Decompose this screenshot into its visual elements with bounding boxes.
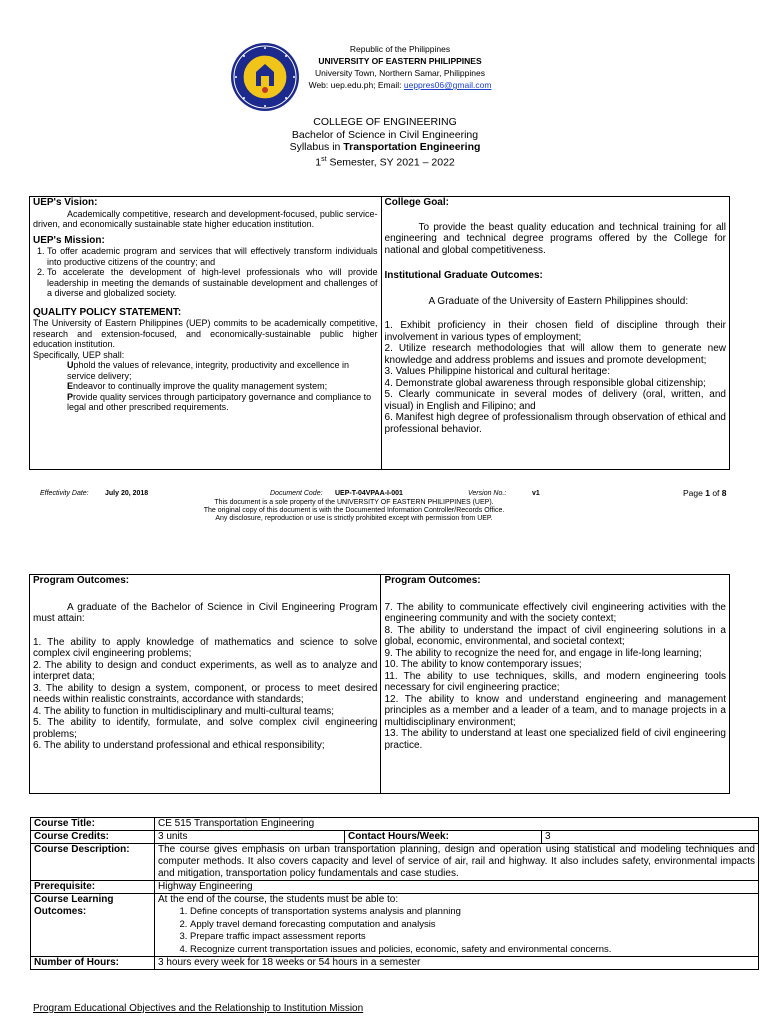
quality-title: QUALITY POLICY STATEMENT:	[33, 306, 182, 318]
igo-list	[385, 320, 726, 435]
list-item: 1. To offer academic program and services that will effectively transform individuals into productive citizens of the country; and	[47, 246, 378, 267]
list-item: 2. Apply travel demand forecasting computation and analysis	[190, 919, 755, 932]
version-label: Version No.:	[468, 490, 507, 497]
program-outcomes-left	[30, 575, 381, 794]
mission-list	[33, 246, 378, 299]
course-title-value: CE 515 Transportation Engineering	[155, 818, 759, 831]
course-credits-value: 3 units	[155, 831, 345, 844]
table-row	[31, 844, 759, 881]
university-address: University Town, Northern Samar, Philippines	[315, 68, 485, 78]
list-item: 2. To accelerate the development of high-level professionals who will provide leadership in meeting the demands of sustainable development and challenges of a diverse and globalized society.	[47, 267, 378, 299]
college-goal-text: To provide the beast quality education and technical training for all engineering and technical degree programs offered by the College for national and global competitiveness.	[384, 221, 726, 256]
contact-line: Web: uep.edu.ph; Email: ueppres06@gmail.com	[308, 80, 492, 90]
prerequisite-label: Prerequisite:	[31, 881, 155, 894]
learning-outcomes-value: At the end of the course, the students must be able to: 1. Define concepts of transportation systems analysis and planning 2. Apply travel demand forecasting computation and analysis 3. Prepare traffic impact assessment reports 4. Recognize current transportation issues and policies, economic, safety and environmental concerns.	[155, 894, 759, 957]
learning-outcomes-label: Course Learning Outcomes:	[31, 894, 155, 957]
effectivity-value: July 20, 2018	[105, 490, 149, 497]
vision-mission-cell	[30, 197, 382, 470]
list-item: 3. The ability to design a system, component, or process to meet desired needs within realistic constraints, accordance with standards;	[33, 682, 378, 705]
university-name: UNIVERSITY OF EASTERN PHILIPPINES	[318, 56, 482, 66]
contact-hours-value: 3	[542, 831, 759, 844]
syllabus-title-block	[230, 116, 540, 169]
program-outcomes-list-left	[33, 637, 377, 752]
list-item: 1. Exhibit proficiency in their chosen field of discipline through their involvement in various types of employment;	[384, 320, 726, 343]
list-item: 1. The ability to apply knowledge of mathematics and science to solve complex civil engineering problems;	[33, 636, 378, 659]
quality-item: Uphold the values of relevance, integrity, productivity and excellence in service delivery;	[67, 360, 349, 381]
course-description-label: Course Description:	[31, 844, 155, 881]
table-row	[31, 957, 759, 970]
program-outcomes-right	[381, 575, 730, 794]
program-outcomes-list-right	[384, 602, 726, 752]
list-item: 2. Utilize research methodologies that will allow them to generate new knowledge and address problems and issues and promote development;	[384, 343, 726, 366]
igo-intro: A Graduate of the University of Eastern Philippines should:	[428, 295, 689, 307]
program-outcomes-intro: A graduate of the Bachelor of Science in Civil Engineering Program must attain:	[33, 601, 378, 624]
list-item: 6. The ability to understand professional and ethical responsibility;	[33, 740, 325, 751]
table-row	[31, 831, 759, 844]
program-outcomes-title: Program Outcomes:	[33, 575, 130, 586]
list-item: 3. Prepare traffic impact assessment reports	[190, 931, 755, 944]
list-item: 12. The ability to know and understand engineering and management principles as a member and a leader of a team, and to manage projects in a multidisciplinary environment;	[384, 693, 726, 728]
quality-item: Endeavor to continually improve the quality management system;	[67, 381, 328, 391]
footer-notice: This document is a sole property of the UNIVERSITY OF EASTERN PHILIPPINES (UEP). The original copy of this document is with the Documented Information Controller/Records Office. Any disclosure, reproduction or use is strictly prohibited except with permission from UEP.	[203, 499, 505, 522]
table-row	[31, 818, 759, 831]
number-of-hours-value: 3 hours every week for 18 weeks or 54 hours in a semester	[155, 957, 759, 970]
list-item: 8. The ability to understand the impact of civil engineering solutions in a global, economic, environmental, and societal context;	[384, 624, 726, 647]
doc-code-value: UEP-T-04VPAA-I-001	[335, 490, 403, 497]
semester-line: 1st Semester, SY 2021 – 2022	[315, 155, 455, 168]
program-outcomes-title-right: Program Outcomes:	[384, 575, 481, 586]
list-item: 6. Manifest high degree of professionalism through observation of ethical and professional behavior.	[384, 412, 726, 435]
college-name: COLLEGE OF ENGINEERING	[313, 116, 457, 128]
vision-text: Academically competitive, research and development-focused, public service-driven, and economically sustainable state higher education institution.	[33, 208, 378, 229]
course-info-table	[30, 817, 759, 970]
quality-shall: Specifically, UEP shall:	[33, 349, 125, 360]
list-item: 3. Values Philippine historical and cultural heritage:	[384, 366, 611, 377]
program-outcomes-table	[29, 574, 730, 794]
program-name: Bachelor of Science in Civil Engineering	[291, 128, 479, 141]
list-item: 9. The ability to recognize the need for, and engage in life-long learning;	[384, 647, 702, 659]
list-item: 10. The ability to know contemporary issues;	[384, 659, 582, 670]
course-description-value: The course gives emphasis on urban transportation planning, design and operation using statistical and modeling techniques and computer methods. It also covers capacity and level of service of air, rail and highway. It also includes safety, environmental impacts and mitigation, transportation policy fundamentals and case studies.	[155, 844, 759, 881]
learning-outcomes-list	[158, 906, 755, 956]
table-row	[31, 894, 759, 957]
course-credits-label: Course Credits:	[31, 831, 155, 844]
vision-title: UEP's Vision:	[33, 197, 98, 208]
course-title-label: Course Title:	[31, 818, 155, 831]
section-heading: Program Educational Objectives and the Relationship to Institution Mission	[33, 1003, 364, 1014]
list-item: 2. The ability to design and conduct experiments, as well as to analyze and interpret data;	[33, 659, 378, 682]
page-number: Page 1 of 8	[683, 488, 727, 498]
igo-title: Institutional Graduate Outcomes:	[384, 270, 543, 281]
letterhead	[250, 43, 550, 91]
goals-cell	[381, 197, 729, 470]
quality-text: The University of Eastern Philippines (UEP) commits to be academically competitive, research and extension-focused, and economically-sustainable public higher education institution.	[33, 318, 378, 349]
version-value: v1	[532, 490, 540, 497]
syllabus-title: Syllabus in Transportation Engineering	[289, 141, 481, 153]
college-goal-title: College Goal:	[384, 197, 449, 208]
quality-item: Provide quality services through participatory governance and compliance to legal and other prescribed requirements.	[67, 391, 372, 412]
list-item: 13. The ability to understand at least one specialized field of civil engineering practice.	[384, 728, 726, 751]
republic-line: Republic of the Philippines	[349, 44, 451, 54]
effectivity-label: Effectivity Date:	[40, 490, 89, 497]
mission-title: UEP's Mission:	[33, 234, 105, 246]
contact-hours-label: Contact Hours/Week:	[345, 831, 542, 844]
list-item: 4. Demonstrate global awareness through responsible global citizenship;	[384, 377, 706, 389]
vision-mission-table	[29, 196, 730, 470]
email-link[interactable]: ueppres06@gmail.com	[403, 80, 492, 90]
number-of-hours-label: Number of Hours:	[31, 957, 155, 970]
prerequisite-value: Highway Engineering	[155, 881, 759, 894]
list-item: 7. The ability to communicate effectively civil engineering activities with the engineering community and with the society context;	[384, 601, 726, 624]
list-item: 5. Clearly communicate in several modes of delivery (oral, written, and visual) in English and Filipino; and	[384, 389, 726, 412]
list-item: 11. The ability to use techniques, skills, and modern engineering tools necessary for civil engineering practice;	[384, 670, 726, 693]
doc-code-label: Document Code:	[270, 490, 323, 497]
list-item: 4. The ability to function in multidisciplinary and multi-cultural teams;	[33, 705, 335, 717]
table-row	[31, 881, 759, 894]
list-item: 5. The ability to identify, formulate, and solve complex civil engineering problems;	[33, 717, 378, 740]
list-item: 4. Recognize current transportation issues and policies, economic, safety and environmental concerns.	[190, 944, 755, 957]
list-item: 1. Define concepts of transportation systems analysis and planning	[190, 906, 755, 919]
